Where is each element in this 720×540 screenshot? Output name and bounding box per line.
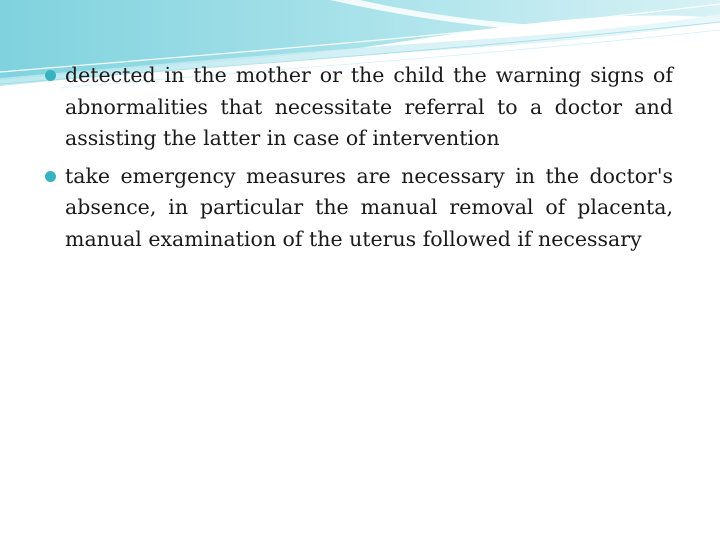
bullet-icon: [45, 171, 56, 182]
bullet-icon: [45, 70, 56, 81]
bullet-text-2: take emergency measures are necessary in the doctor's absence, in particular the manual removal of placenta, manual examination of the uterus followed if necessary: [65, 163, 673, 251]
bullet-text-1: detected in the mother or the child the warning signs of abnormalities that necessitate referral to a doctor and assisting the latter in case of intervention: [65, 63, 673, 150]
bullet-list: [45, 60, 673, 255]
bullet-item-2: [45, 161, 673, 256]
bullet-item-1: [45, 60, 673, 155]
